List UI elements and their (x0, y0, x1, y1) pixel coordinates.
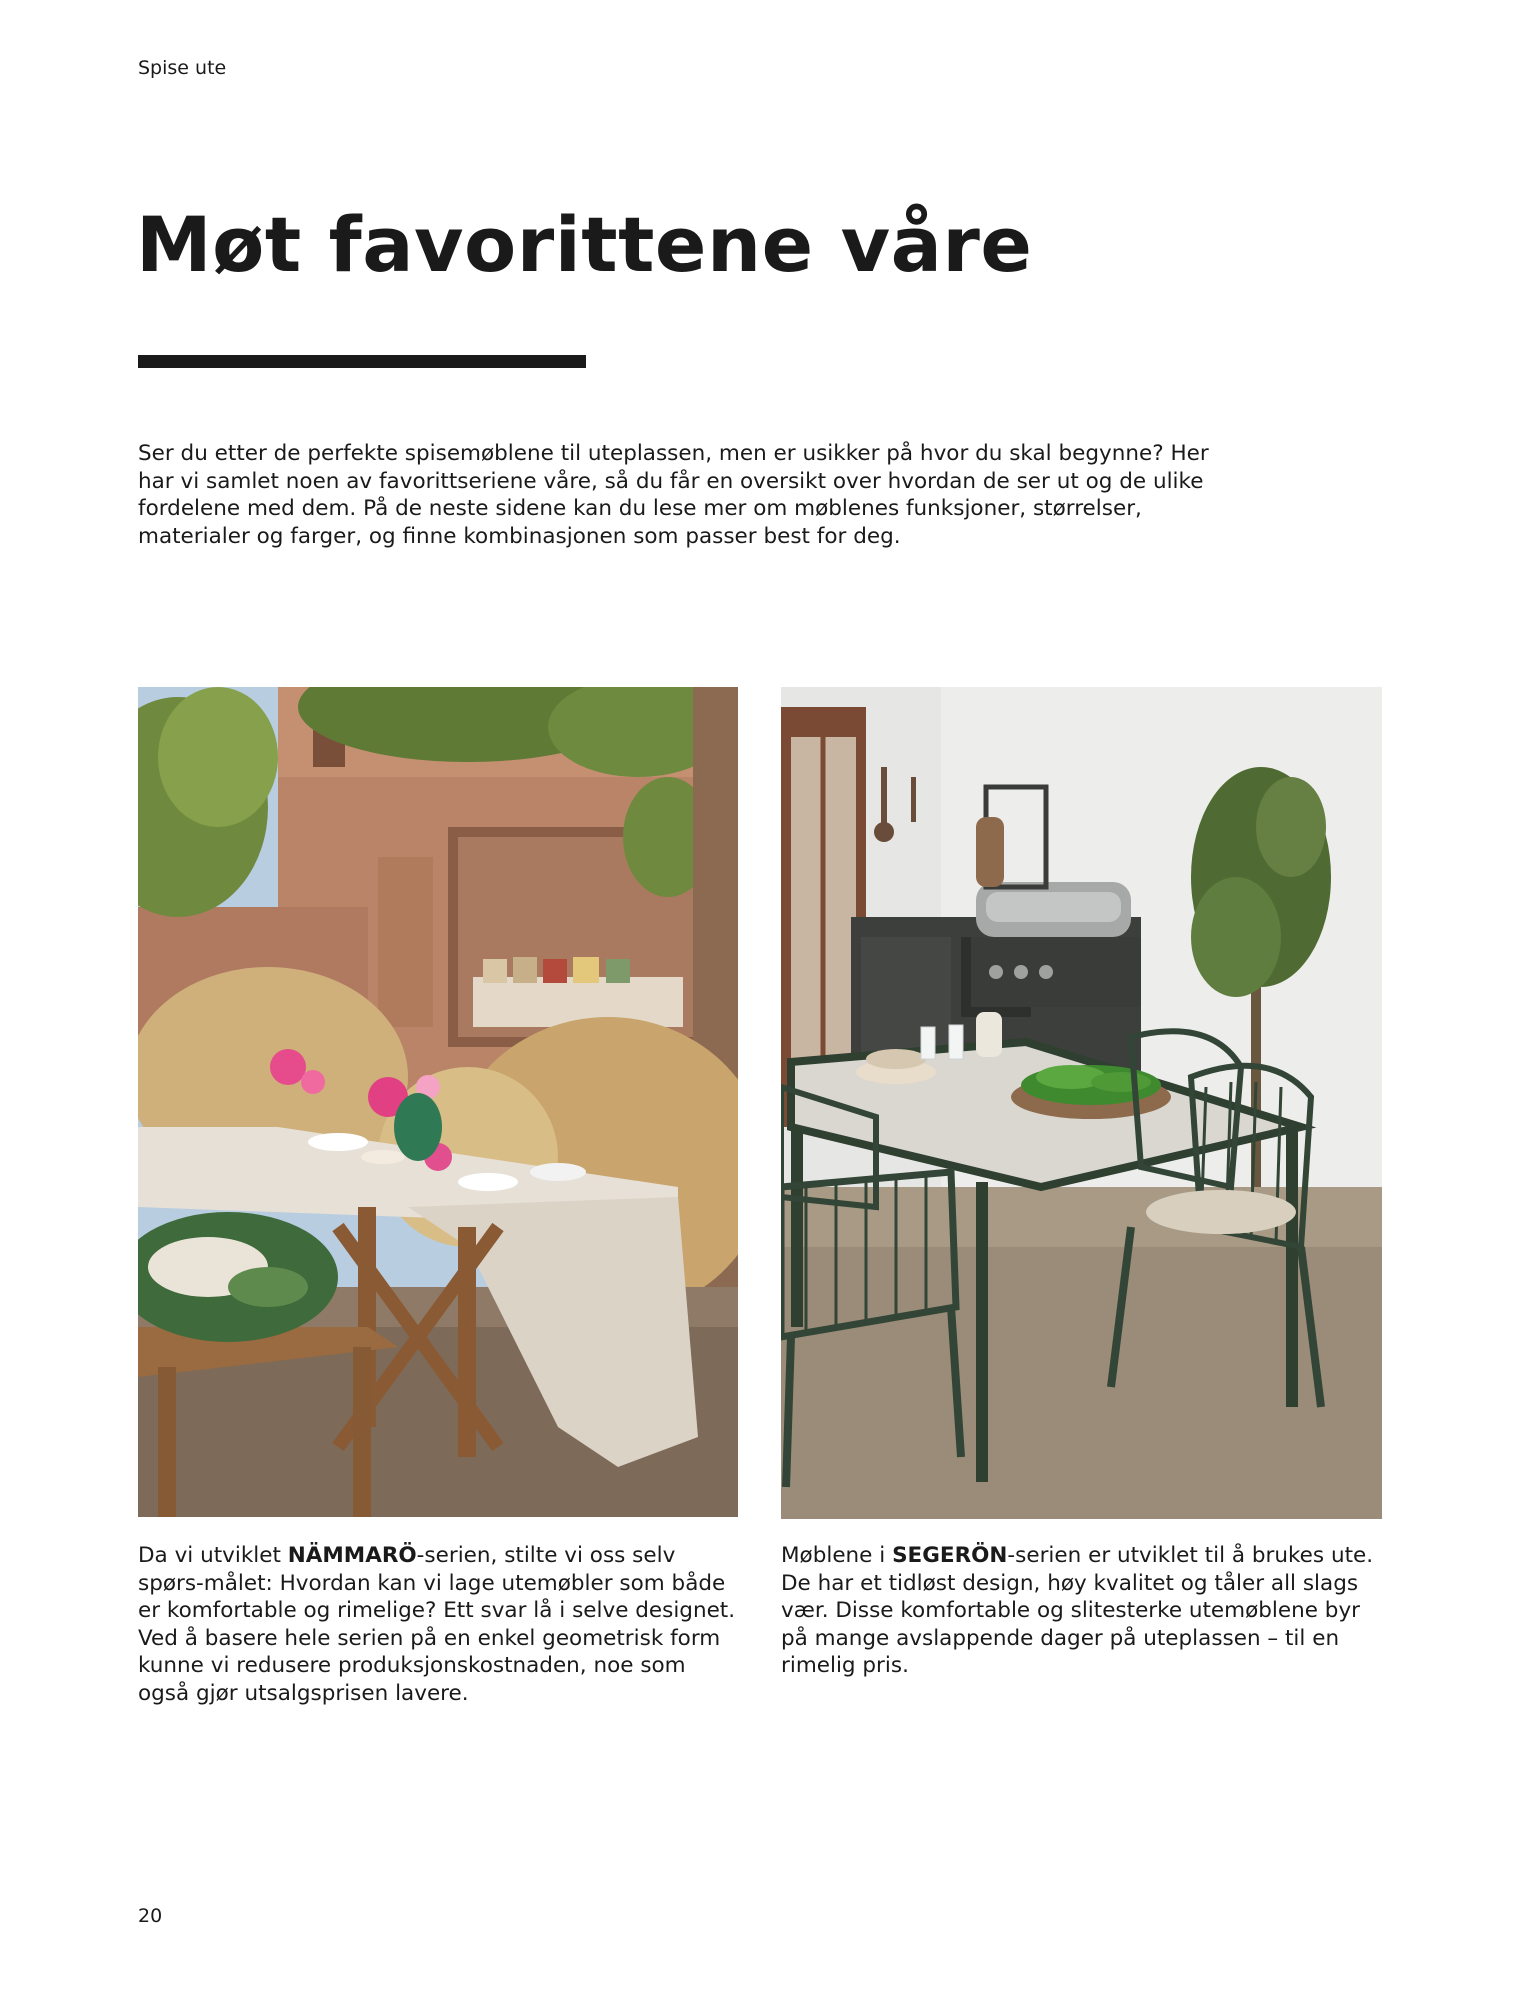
series-name: SEGERÖN (892, 1543, 1008, 1568)
title-underline (138, 355, 586, 368)
caption-text: Da vi utviklet (138, 1543, 288, 1568)
section-label: Spise ute (138, 57, 227, 79)
series-name: NÄMMARÖ (287, 1543, 417, 1568)
nammaro-caption (138, 1542, 738, 1707)
intro-paragraph: Ser du etter de perfekte spisemøblene til uteplassen, men er usikker på hvor du skal begynne? Her har vi samlet noen av favorittseriene våre, så du får en oversikt over hvordan de ser ut og de ulike fordelene med dem. På de neste sidene kan du lese mer om møblenes funksjoner, størrelser, materialer og farger, og finne kombinasjonen som passer best for deg. (138, 441, 1209, 549)
segeron-photo (781, 687, 1382, 1519)
segeron-caption (781, 1542, 1381, 1680)
page-number: 20 (138, 1905, 163, 1927)
page-title: Møt favorittene våre (136, 200, 1033, 289)
caption-text: Møblene i (781, 1543, 893, 1568)
caption-text: -serien er utviklet til å brukes ute. De har et tidløst design, høy kvalitet og tåler all slags vær. Disse komfortable og slitesterke utemøblene byr på mange avslappende dager på uteplassen – til en rimelig pris. (781, 1543, 1374, 1678)
nammaro-photo (138, 687, 738, 1517)
caption-text: -serien, stilte vi oss selv spørs-målet: Hvordan kan vi lage utemøbler som både er komfortable og rimelige? Ett svar lå i selve designet. Ved å basere hele serien på en enkel geometrisk form kunne vi redusere produksjonskostnaden, noe som også gjør utsalgsprisen lavere. (138, 1543, 736, 1706)
